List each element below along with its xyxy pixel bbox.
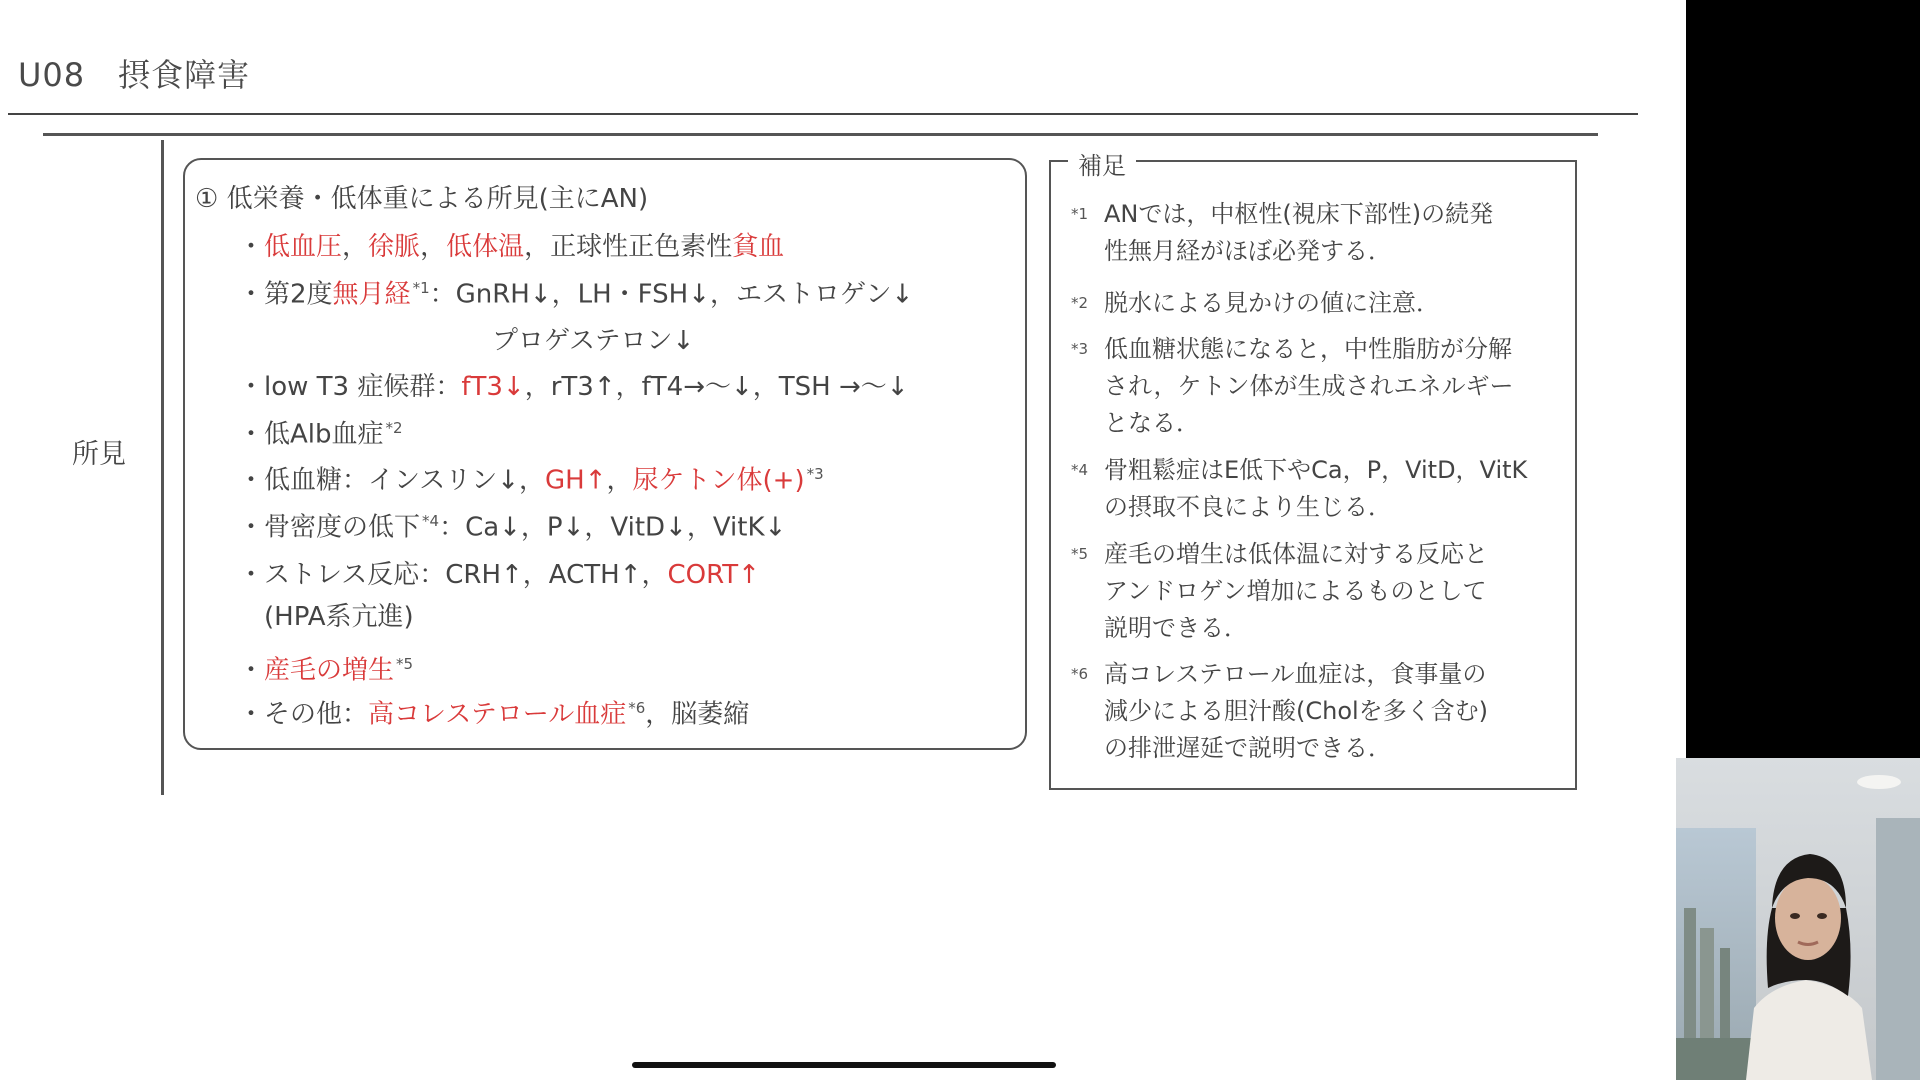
note-line: アンドロゲン増加によるものとして [1104,577,1487,605]
home-indicator[interactable] [632,1062,1056,1068]
footnote-marker: *1 [412,279,430,297]
page-title: U08 摂食障害 [18,56,251,94]
finding-line [238,281,913,308]
finding-line [238,657,413,684]
note-line: となる． [1104,409,1200,437]
highlighted-term: GH↑ [545,465,607,496]
highlighted-term: fT3↓ [461,372,525,402]
note-line: 説明できる． [1104,614,1248,642]
table-top-rule [43,133,1598,136]
note-body [1104,196,1493,270]
note-line: 減少による胆汁酸(Cholを多く含む) [1104,697,1489,725]
supplement-note [1071,656,1488,767]
finding-text: (HPA系亢進) [264,602,414,632]
finding-text: ， [420,232,447,262]
finding-line [238,234,784,260]
footnote-marker: *5 [1071,545,1089,563]
table-column-divider [161,140,164,795]
footnote-marker: *4 [1071,461,1089,479]
finding-line [238,562,760,588]
note-line: の摂取不良により生じる． [1104,493,1392,521]
footnote-marker: *4 [422,512,440,530]
finding-text: ，脳萎縮 [645,699,750,730]
note-body [1104,536,1488,647]
footnote-marker: *6 [628,699,646,717]
note-line: 骨粗鬆症はE低下やCa，P，VitD，VitK [1104,456,1528,484]
note-line: の排泄遅延で説明できる． [1104,734,1392,762]
highlighted-term: 徐脈 [368,232,421,262]
footnote-marker: *3 [806,465,824,483]
highlighted-term: 尿ケトン体(+) [632,465,805,496]
row-label: 所見 [72,439,126,470]
note-line: 脱水による見かけの値に注意． [1104,289,1440,317]
finding-text: ・第2度 [238,279,333,310]
finding-text: ，正球性正色素性 [524,232,733,262]
footnote-marker: *6 [1071,665,1089,683]
note-body [1104,452,1527,526]
finding-line [238,421,403,448]
highlighted-term: 低体温 [446,232,525,262]
finding-text: ， [606,465,633,496]
supplement-note [1071,331,1513,442]
footnote-marker: *2 [385,419,403,437]
finding-text: ，rT3↑，fT4→〜↓，TSH →〜↓ [524,372,909,402]
presenter-video [1676,758,1920,1080]
note-line: 産毛の増生は低体温に対する反応と [1104,540,1488,568]
highlighted-term: 産毛の増生 [264,655,395,686]
footnote-marker: *2 [1071,294,1089,312]
note-line: され，ケトン体が生成されエネルギー [1104,372,1514,400]
finding-text: プロゲステロン↓ [492,326,695,356]
highlighted-term: 無月経 [332,279,411,310]
footnote-marker: *3 [1071,340,1089,358]
presenter-image [1676,758,1920,1080]
highlighted-term: 貧血 [732,232,785,262]
finding-text: ・低Alb血症 [238,419,384,450]
finding-line [492,328,694,354]
finding-text: ・低血糖：インスリン↓， [238,465,546,496]
finding-text: ， [342,232,369,262]
finding-line [238,467,824,494]
note-line: 高コレステロール血症は，食事量の [1104,660,1487,688]
finding-text: ：GnRH↓，LH・FSH↓，エストロゲン↓ [429,279,914,310]
finding-text: ・ストレス反応：CRH↑，ACTH↑， [238,560,668,590]
note-line: ANでは，中枢性(視床下部性)の続発 [1104,200,1494,228]
highlighted-term: 高コレステロール血症 [368,699,627,730]
note-body [1104,331,1513,442]
finding-text: ・その他： [238,699,369,730]
note-body [1104,285,1440,322]
highlighted-term: CORT↑ [667,560,760,590]
note-line: 性無月経がほぼ必発する． [1104,237,1392,265]
finding-text: ・ [238,232,265,262]
finding-text: ・ [238,655,265,686]
finding-line [264,604,414,630]
supplement-note [1071,452,1527,526]
note-body [1104,656,1488,767]
note-line: 低血糖状態になると，中性脂肪が分解 [1104,335,1512,363]
finding-text: ・low T3 症候群： [238,372,462,402]
finding-line [238,374,909,400]
findings-heading: ① 低栄養・低体重による所見(主にAN) [195,184,649,214]
supplement-legend: 補足 [1068,146,1136,181]
footnote-marker: *5 [396,655,414,673]
supplement-note [1071,285,1440,322]
finding-text: ・骨密度の低下 [238,512,421,543]
supplement-note [1071,196,1493,270]
finding-line [238,514,786,541]
finding-text: ：Ca↓，P↓，VitD↓，VitK↓ [439,512,787,543]
title-divider [8,113,1638,115]
highlighted-term: 低血圧 [264,232,343,262]
finding-line [238,701,749,728]
footnote-marker: *1 [1071,205,1089,223]
supplement-note [1071,536,1488,647]
